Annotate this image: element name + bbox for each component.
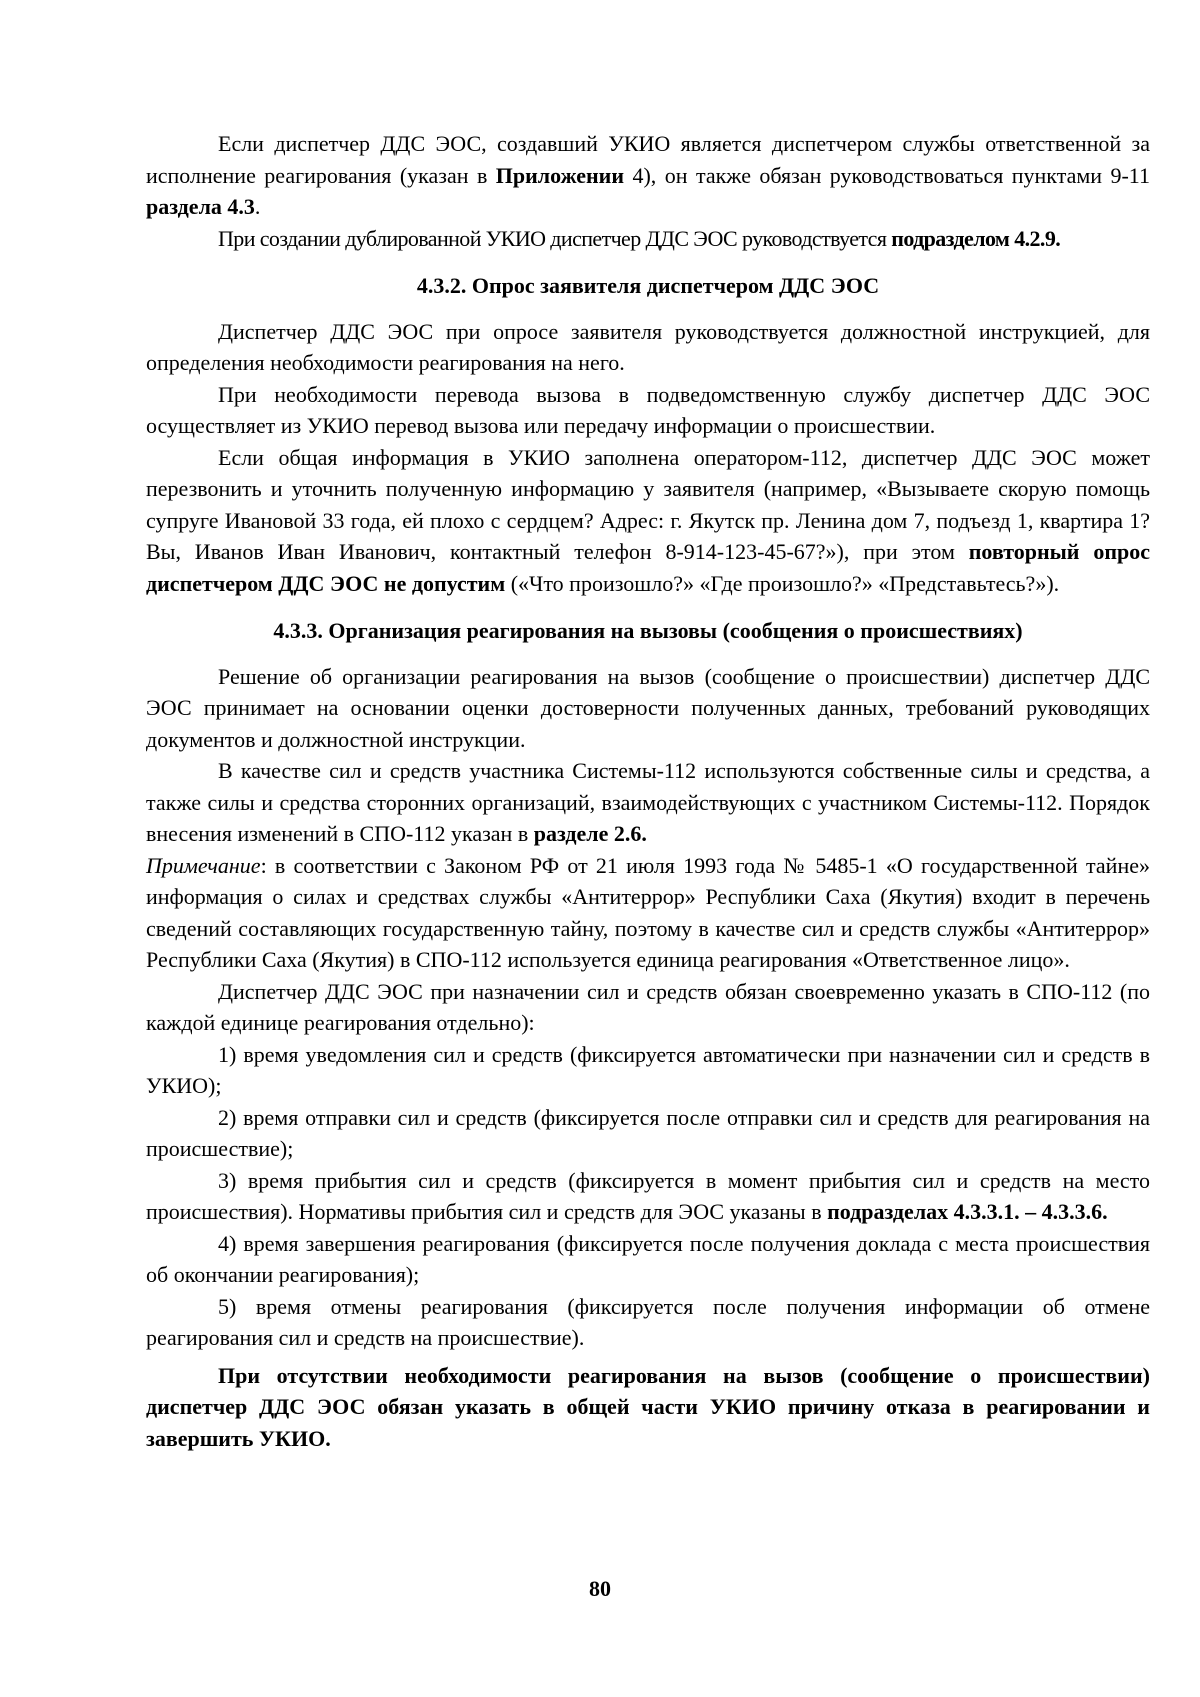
page-number: 80 (589, 1576, 611, 1601)
text: Если общая информация в УКИО заполнена оператором-112, диспетчер ДДС ЭОС может перезвонить и уточнить полученную информацию у заявителя (например, «Вызываете скорую помощь супруге Ивановой 33 года, ей плохо с сердцем? Адрес: г. Якутск пр. Ленина дом 7, подъезд 1, квартира 1? Вы, Иванов Иван Иванович, контактный телефон 8-914-123-45-67?»), при этом (146, 444, 1150, 564)
bold-reference: раздела 4.3 (146, 194, 255, 219)
paragraph (146, 128, 1150, 223)
list-item: 4) время завершения реагирования (фиксируется после получения доклада с места происшествия об окончании реагирования); (146, 1230, 1150, 1287)
text: 4), он также обязан руководствоваться пунктами 9-11 (624, 162, 1150, 188)
paragraph (146, 223, 1150, 255)
bold-reference: Приложении (495, 162, 625, 188)
bold-reference: разделе 2.6. (533, 821, 647, 846)
paragraph (146, 442, 1150, 600)
list-item: 1) время уведомления сил и средств (фиксируется автоматически при назначении сил и средств в УКИО); (146, 1041, 1150, 1098)
text: . (254, 194, 261, 219)
list-item: 5) время отмены реагирования (фиксируется после получения информации об отмене реагирования сил и средств на происшествие). (146, 1293, 1150, 1350)
note-label: Примечание (146, 852, 261, 878)
section-heading: 4.3.3. Организация реагирования на вызовы (сообщения о происшествиях) (273, 618, 1023, 643)
text: : в соответствии с Законом РФ от 21 июля 1993 года № 5485-1 «О государственной тайне» информация о силах и средствах службы «Антитеррор» Республики Саха (Якутия) входит в перечень сведений составляющих государственную тайну, поэтому в качестве сил и средств службы «Антитеррор» Республики Саха (Якутия) в СПО-112 используется единица реагирования «Ответственное лицо». (146, 852, 1150, 972)
bold-reference: подразделах 4.3.3.1. – 4.3.3.6. (827, 1199, 1108, 1224)
paragraph: Решение об организации реагирования на вызов (сообщение о происшествии) диспетчер ДДС ЭОС принимает на основании оценки достоверности полученных данных, требований руководящих документов и должностной инструкции. (146, 663, 1150, 752)
text: Если диспетчер ДДС ЭОС, создавший УКИО является диспетчером службы ответственной за исполнение реагирования (указан в (146, 131, 1150, 188)
note-paragraph (146, 850, 1150, 976)
text: При создании дублированной УКИО диспетчер ДДС ЭОС руководствуется (218, 225, 892, 251)
paragraph: Диспетчер ДДС ЭОС при опросе заявителя руководствуется должностной инструкцией, для определения необходимости реагирования на него. (146, 318, 1150, 375)
text: В качестве сил и средств участника Системы-112 используются собственные силы и средства, а также силы и средства сторонних организаций, взаимодействующих с участником Системы-112. Порядок внесения изменений в СПО-112 указан в (146, 758, 1150, 846)
list-item (146, 1165, 1150, 1228)
page-content (146, 128, 1150, 1454)
paragraph: Диспетчер ДДС ЭОС при назначении сил и средств обязан своевременно указать в СПО-112 (по каждой единице реагирования отдельно): (146, 978, 1150, 1035)
paragraph (146, 755, 1150, 850)
section-heading: 4.3.2. Опрос заявителя диспетчером ДДС ЭОС (416, 273, 880, 298)
bold-reference: подразделом 4.2.9. (891, 225, 1061, 251)
list-item: 2) время отправки сил и средств (фиксируется после отправки сил и средств для реагирования на происшествие); (146, 1104, 1150, 1161)
paragraph: При необходимости перевода вызова в подведомственную службу диспетчер ДДС ЭОС осуществляет из УКИО перевод вызова или передачу информации о происшествии. (146, 381, 1150, 438)
bold-emphasis: повторный опрос диспетчером ДДС ЭОС не допустим (146, 539, 1150, 596)
text: 3) время прибытия сил и средств (фиксируется в момент прибытия сил и средств на место происшествия). Нормативы прибытия сил и средств для ЭОС указаны в (146, 1167, 1150, 1224)
text: («Что произошло?» «Где произошло?» «Представьтесь?»). (505, 570, 1060, 596)
bold-paragraph: При отсутствии необходимости реагирования на вызов (сообщение о происшествии) диспетчер ДДС ЭОС обязан указать в общей части УКИО причину отказа в реагировании и завершить УКИО. (146, 1362, 1150, 1451)
